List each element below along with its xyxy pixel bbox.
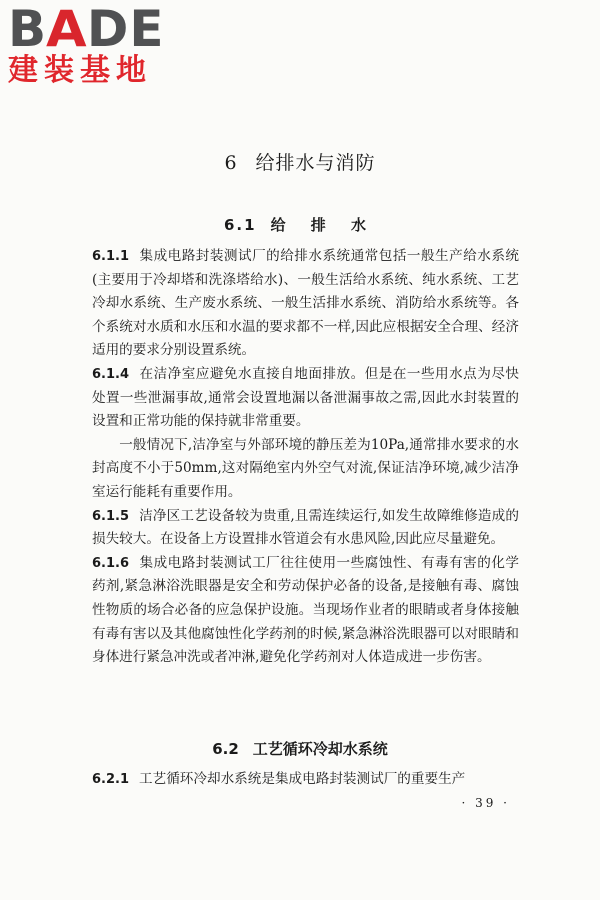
logo-subtitle: 建装基地	[8, 53, 152, 88]
clause-number: 6.1.5	[92, 508, 130, 524]
section-6-1-body	[92, 245, 519, 670]
clause-number: 6.1.4	[92, 366, 130, 382]
section-title-text: 工艺循环冷却水系统	[252, 740, 388, 758]
chapter-title-text: 给排水与消防	[255, 152, 376, 174]
page-number: · 39 ·	[461, 796, 510, 810]
section-6-2-body	[92, 768, 519, 792]
logo-letters-de: DE	[86, 0, 165, 58]
paragraph-text: 一般情况下,洁净室与外部环境的静压差为10Pa,通常排水要求的水封高度不小于50mm,这对隔绝室内外空气对流,保证洁净环境,减少洁净室运行能耗有重要作用。	[92, 436, 519, 500]
section-number: 6.1	[223, 216, 257, 234]
logo-letter-b: B	[8, 0, 48, 58]
section-title-6-2	[0, 738, 600, 759]
paragraph-6-1-4	[92, 363, 519, 434]
paragraph-text: 工艺循环冷却水系统是集成电路封装测试厂的重要生产	[139, 771, 466, 787]
section-number: 6.2	[212, 740, 239, 758]
paragraph-6-2-1	[92, 768, 519, 792]
paragraph-6-1-1	[92, 245, 519, 363]
logo-wordmark	[8, 0, 178, 58]
chapter-title	[0, 148, 600, 175]
section-title-6-1	[0, 214, 600, 235]
chapter-number: 6	[224, 152, 238, 174]
paragraph-text: 洁净区工艺设备较为贵重,且需连续运行,如发生故障维修造成的损失较大。在设备上方设置排水管道会有水患风险,因此应尽量避免。	[92, 507, 519, 548]
logo-letter-a-accent: A	[46, 0, 88, 58]
paragraph-6-1-4-continued	[92, 434, 519, 505]
paragraph-text: 集成电路封装测试工厂往往使用一些腐蚀性、有毒有害的化学药剂,紧急淋浴洗眼器是安全和劳动保护必备的设备,是接触有毒、腐蚀性物质的场合必备的应急保护设施。当现场作业者的眼睛或者身体接触有毒有害以及其他腐蚀性化学药剂的时候,紧急淋浴洗眼器可以对眼睛和身体进行紧急冲洗或者冲淋,避免化学药剂对人体造成进一步伤害。	[92, 554, 519, 666]
section-title-text: 给 排 水	[270, 216, 377, 234]
clause-number: 6.1.6	[92, 555, 130, 571]
paragraph-text: 在洁净室应避免水直接自地面排放。但是在一些用水点为尽快处置一些泄漏事故,通常会设置地漏以备泄漏事故之需,因此水封装置的设置和正常功能的保持就非常重要。	[92, 365, 519, 430]
bade-logo	[8, 0, 178, 88]
paragraph-6-1-6	[92, 552, 519, 670]
paragraph-text: 集成电路封装测试厂的给排水系统通常包括一般生产给水系统(主要用于冷却塔和洗涤塔给水)、一般生活给水系统、纯水系统、工艺冷却水系统、生产废水系统、一般生活排水系统、消防给水系统等。各个系统对水质和水压和水温的要求都不一样,因此应根据安全合理、经济适用的要求分别设置系统。	[92, 248, 519, 359]
clause-number: 6.1.1	[92, 249, 130, 264]
clause-number: 6.2.1	[92, 772, 130, 787]
paragraph-6-1-5	[92, 505, 519, 552]
